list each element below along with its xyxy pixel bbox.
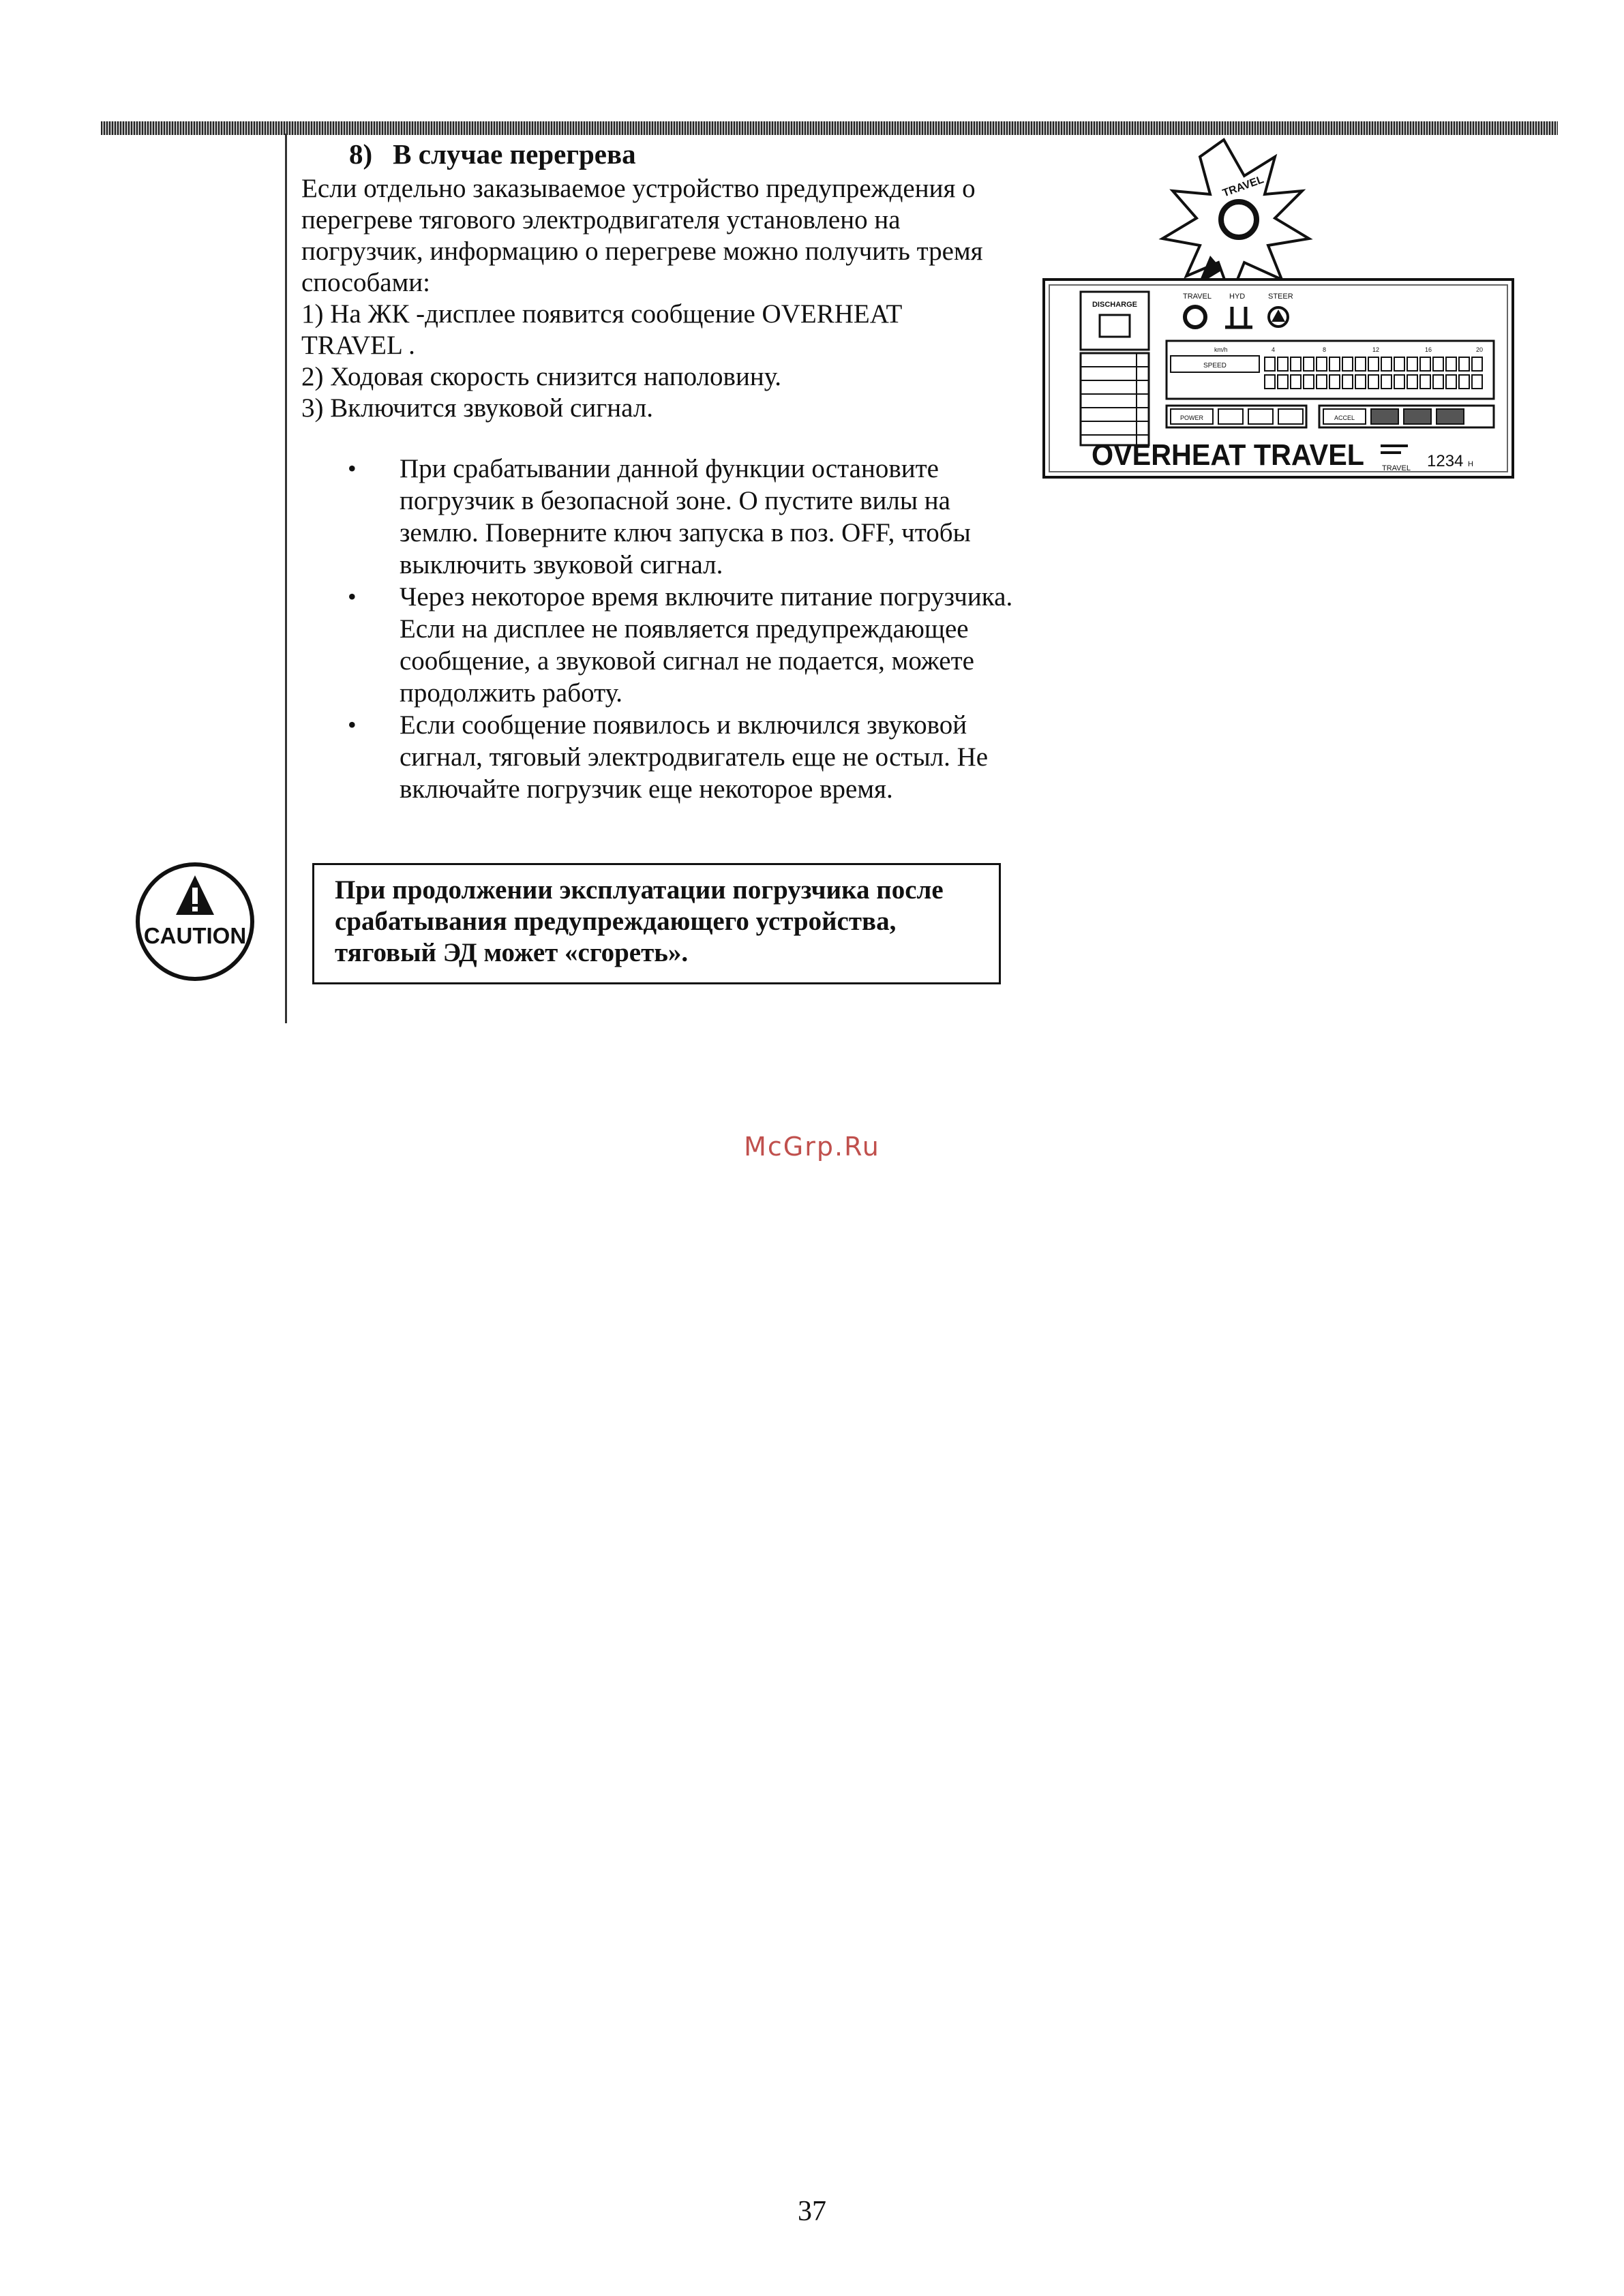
intro-line: способами: xyxy=(301,268,431,297)
intro-line: 1) На ЖК -дисплее появится сообщение OVERHEAT xyxy=(301,299,903,329)
bullet-item: • При срабатывании данной функции остановите погрузчик в безопасной зоне. О пустите вилы на землю. Поверните ключ запуска в поз. OFF, чтобы выключить звуковой сигнал. xyxy=(348,453,1029,581)
intro-line: 2) Ходовая скорость снизится наполовину. xyxy=(301,362,782,391)
top-rule xyxy=(101,121,1558,135)
speed-label: SPEED xyxy=(1203,362,1227,369)
intro-paragraph xyxy=(301,173,1010,424)
watermark: McGrp.Ru xyxy=(744,1132,880,1162)
hours-value: 1234 xyxy=(1427,452,1464,470)
scale-label: 12 xyxy=(1372,346,1380,353)
intro-line: погрузчик, информацию о перегреве можно получить тремя xyxy=(301,237,983,266)
scale-label: km/h xyxy=(1214,346,1228,353)
scale-label: 16 xyxy=(1425,346,1432,353)
section-number: 8) xyxy=(349,138,373,170)
discharge-label: DISCHARGE xyxy=(1092,301,1138,309)
indicator-label-hyd: HYD xyxy=(1229,292,1246,301)
intro-line: Если отдельно заказываемое устройство предупреждения о xyxy=(301,174,976,203)
hours-label: TRAVEL xyxy=(1382,464,1411,472)
intro-line: 3) Включится звуковой сигнал. xyxy=(301,393,653,423)
caution-box xyxy=(312,863,1001,984)
section-heading xyxy=(349,138,636,170)
caution-icon xyxy=(134,860,256,983)
indicator-label-travel: TRAVEL xyxy=(1183,292,1212,301)
bullet-item: • Если сообщение появилось и включился звуковой сигнал, тяговый электродвигатель еще не остыл. Не включайте погрузчик еще некоторое время. xyxy=(348,709,1029,805)
lcd-display-figure xyxy=(1040,136,1517,484)
section-title: В случае перегрева xyxy=(393,138,636,170)
caution-icon-label: CAUTION xyxy=(143,923,247,948)
hours-unit: H xyxy=(1468,460,1473,468)
caution-text: При продолжении эксплуатации погрузчика после срабатывания предупреждающего устройства, тяговый ЭД может «сгореть». xyxy=(335,875,944,967)
page-number: 37 xyxy=(798,2196,826,2227)
power-label: POWER xyxy=(1179,414,1204,421)
warning-burst xyxy=(1162,140,1309,297)
bullet-item: • Через некоторое время включите питание погрузчика. Если на дисплее не появляется предупреждающее сообщение, а звуковой сигнал не подается, можете продолжить работу. xyxy=(348,581,1029,709)
accel-label: ACCEL xyxy=(1334,414,1355,421)
overheat-message: OVERHEAT TRAVEL xyxy=(1092,438,1364,472)
burst-label: TRAVEL xyxy=(1221,174,1265,200)
left-margin-rule xyxy=(285,134,287,1023)
indicator-label-steer: STEER xyxy=(1268,292,1293,301)
intro-line: TRAVEL . xyxy=(301,331,415,360)
bullet-list xyxy=(348,453,1029,805)
scale-label: 8 xyxy=(1323,346,1327,353)
scale-label: 20 xyxy=(1476,346,1484,353)
intro-line: перегреве тягового электродвигателя установлено на xyxy=(301,205,901,235)
scale-label: 4 xyxy=(1272,346,1276,353)
